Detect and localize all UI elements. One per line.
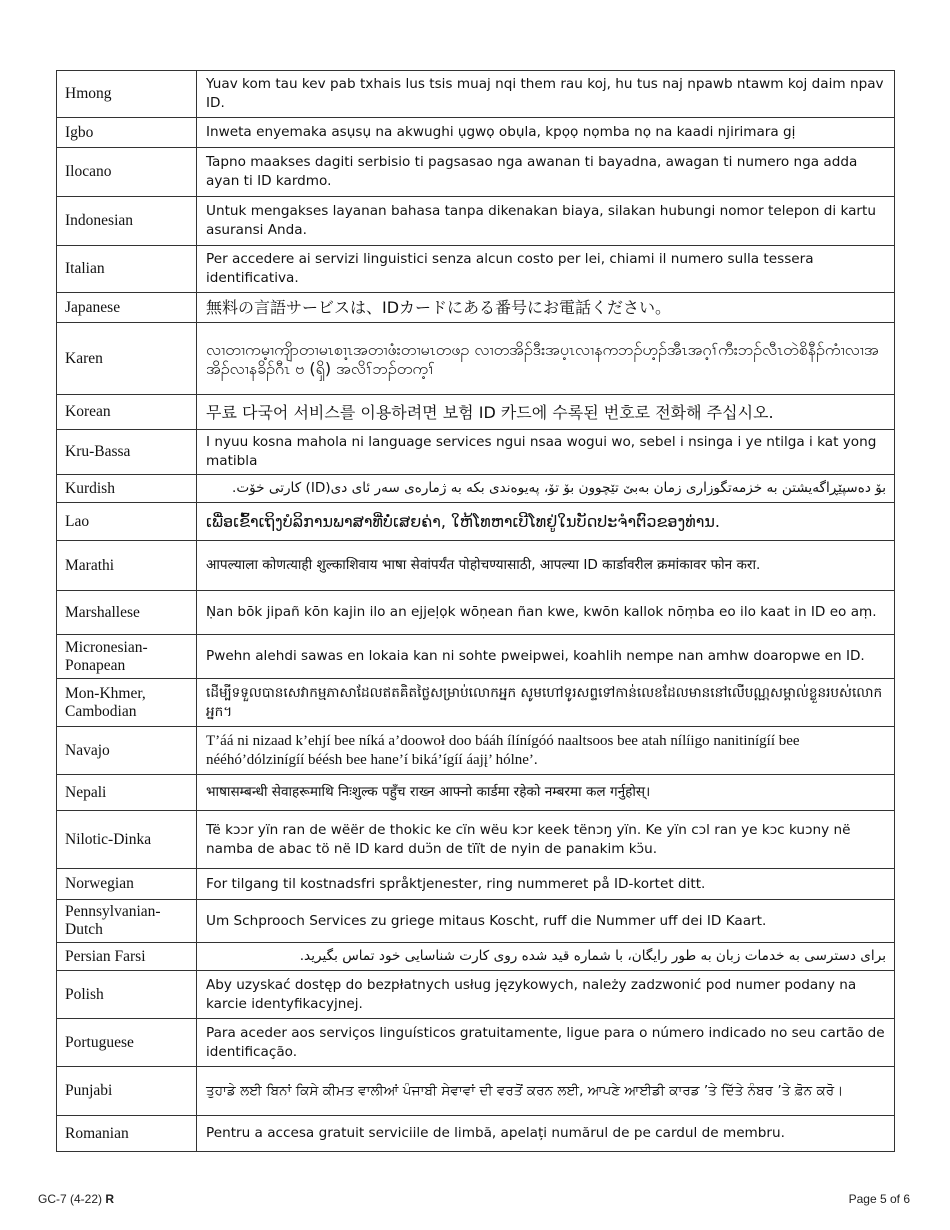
- table-row: [57, 591, 895, 635]
- table-row: [57, 811, 895, 869]
- language-message: Pentru a accesa gratuit serviciile de limbă, apelați numărul de pe cardul de membru.: [197, 1116, 895, 1152]
- language-name: Korean: [57, 395, 197, 430]
- language-message: T’áá ni nizaad k’ehjí bee níká a’doowoł doo bááh ílínígóó naaltsoos bee atah nílíigo nanitinígíí bee nééhó’dólzinígíí béésh bee hane’í biká’ígíí áajį’ hólne’.: [197, 727, 895, 775]
- language-name: Japanese: [57, 293, 197, 323]
- language-name: Igbo: [57, 118, 197, 148]
- language-name: Norwegian: [57, 869, 197, 900]
- language-message: Um Schprooch Services zu griege mitaus Koscht, ruff die Nummer uff dei ID Kaart.: [197, 900, 895, 943]
- table-row: [57, 246, 895, 293]
- language-message: ਤੁਹਾਡੇ ਲਈ ਬਿਨਾਂ ਕਿਸੇ ਕੀਮਤ ਵਾਲੀਆਂ ਪੰਜਾਬੀ ਸੇਵਾਵਾਂ ਦੀ ਵਰਤੋਂ ਕਰਨ ਲਈ, ਆਪਣੇ ਆਈਡੀ ਕਾਰਡ ’ਤੇ ਦਿੱਤੇ ਨੰਬਰ ’ਤੇ ਫ਼ੋਨ ਕਰੋ।: [197, 1067, 895, 1116]
- table-row: [57, 900, 895, 943]
- table-row: [57, 148, 895, 197]
- language-message: Untuk mengakses layanan bahasa tanpa dikenakan biaya, silakan hubungi nomor telepon di kartu asuransi Anda.: [197, 197, 895, 246]
- language-message: برای دسترسی به خدمات زبان به طور رایگان، با شماره قید شده روی کارت شناسایی خود تماس بگیرید.: [197, 943, 895, 971]
- table-row: [57, 71, 895, 118]
- language-message: ដើម្បីទទួលបានសេវាកម្មភាសាដែលឥតគិតថ្លៃសម្រាប់លោកអ្នក សូមហៅទូរសព្ទទៅកាន់លេខដែលមាននៅលើបណ្ណសម្គាល់ខ្លួនរបស់លោកអ្នក។: [197, 679, 895, 727]
- table-row: [57, 395, 895, 430]
- language-name: Romanian: [57, 1116, 197, 1152]
- table-row: [57, 679, 895, 727]
- table-row: [57, 503, 895, 541]
- table-row: [57, 118, 895, 148]
- table-row: [57, 869, 895, 900]
- language-message: भाषासम्बन्धी सेवाहरूमाथि निःशुल्क पहुँच राख्न आफ्नो कार्डमा रहेको नम्बरमा कल गर्नुहोस्।: [197, 775, 895, 811]
- table-row: [57, 430, 895, 475]
- table-row: [57, 1019, 895, 1067]
- language-message: Per accedere ai servizi linguistici senza alcun costo per lei, chiami il numero sulla tessera identificativa.: [197, 246, 895, 293]
- language-name: Mon-Khmer, Cambodian: [57, 679, 197, 727]
- form-revision-mark: R: [105, 1192, 115, 1206]
- language-message: 무료 다국어 서비스를 이용하려면 보험 ID 카드에 수록된 번호로 전화해 주십시오.: [197, 395, 895, 430]
- language-message: आपल्याला कोणत्याही शुल्काशिवाय भाषा सेवांपर्यंत पोहोचण्यासाठी, आपल्या ID कार्डावरील क्रमांकावर फोन करा.: [197, 541, 895, 591]
- page-number: Page 5 of 6: [848, 1192, 910, 1206]
- language-message: ເພື່ອເຂົ້າເຖິງບໍລິການພາສາທີ່ບໍ່ເສຍຄ່າ, ໃຫ້ໂທຫາເບີໂທຢູ່ໃນບັດປະຈໍາຕົວຂອງທ່ານ.: [197, 503, 895, 541]
- language-name: Marathi: [57, 541, 197, 591]
- table-row: [57, 197, 895, 246]
- language-message: Të kɔɔr yïn ran de wëër de thokic ke cïn wëu kɔr keek tënɔŋ yïn. Ke yïn cɔl ran ye kɔc kuɔny në namba de abac tö në ID kard duɔ̈n de tïït de nyin de panakim kɔ̈u.: [197, 811, 895, 869]
- language-name: Marshallese: [57, 591, 197, 635]
- language-message: Para aceder aos serviços linguísticos gratuitamente, ligue para o número indicado no seu cartão de identificação.: [197, 1019, 895, 1067]
- language-message: Inweta enyemaka asụsụ na akwughi ụgwọ obụla, kpọọ nọmba nọ na kaadi njirimara gị: [197, 118, 895, 148]
- language-name: Polish: [57, 971, 197, 1019]
- language-message: Tapno maakses dagiti serbisio ti pagsasao nga awanan ti bayadna, awagan ti numero nga adda ayan ti ID kardmo.: [197, 148, 895, 197]
- table-row: [57, 971, 895, 1019]
- table-row: [57, 541, 895, 591]
- language-message: လၢတၢကမ့ၢကျိာတၢမၤစၢ့ၤအတၢဖံးတၢမၤတဖၣ လၢတအိၣ်ဒီးအပ့ၤလၢနကဘၣ်ဟ့ၣ်အီၤအဂ့ၢ်ကီးဘၣ်လီၤတဲစိနီၣ်ကံၢလၢအအိၣ်လၢနခိၣ်ဂီၤ ဗ (ၡိ) အလိၢ်ဘၣ်တက့ၢ်: [197, 323, 895, 395]
- language-message: 無料の言語サービスは、IDカードにある番号にお電話ください。: [197, 293, 895, 323]
- language-message: Pwehn alehdi sawas en lokaia kan ni sohte pweipwei, koahlih nempe nan amhw doaropwe en ID.: [197, 635, 895, 679]
- table-row: [57, 1067, 895, 1116]
- form-id: GC-7 (4-22): [38, 1192, 103, 1206]
- language-name: Kurdish: [57, 475, 197, 503]
- language-message: Ṇan bōk jipañ kōn kajin ilo an ejjeḷọk wōṇean ñan kwe, kwōn kallok nōṃba eo ilo kaat in ID eo aṃ.: [197, 591, 895, 635]
- table-row: [57, 727, 895, 775]
- language-name: Micronesian-Ponapean: [57, 635, 197, 679]
- language-name: Karen: [57, 323, 197, 395]
- language-name: Nilotic-Dinka: [57, 811, 197, 869]
- language-name: Lao: [57, 503, 197, 541]
- table-row: [57, 635, 895, 679]
- language-name: Pennsylvanian-Dutch: [57, 900, 197, 943]
- table-row: [57, 943, 895, 971]
- language-name: Hmong: [57, 71, 197, 118]
- table-row: [57, 775, 895, 811]
- language-name: Portuguese: [57, 1019, 197, 1067]
- language-name: Italian: [57, 246, 197, 293]
- language-message: Yuav kom tau kev pab txhais lus tsis muaj nqi them rau koj, hu tus naj npawb ntawm koj daim npav ID.: [197, 71, 895, 118]
- table-row: [57, 1116, 895, 1152]
- language-message: بۆ دەسپێڕاگەیشتن بە خزمەتگوزاری زمان بەبێ تێچوون بۆ تۆ، پەیوەندی بکە بە ژمارەی سەر ئای دی(ID) کارتی خۆت.: [197, 475, 895, 503]
- language-name: Nepali: [57, 775, 197, 811]
- language-assistance-table: [56, 70, 895, 1152]
- language-name: Punjabi: [57, 1067, 197, 1116]
- language-name: Ilocano: [57, 148, 197, 197]
- form-identifier: [38, 1192, 114, 1206]
- table-row: [57, 475, 895, 503]
- language-message: Aby uzyskać dostęp do bezpłatnych usług językowych, należy zadzwonić pod numer podany na karcie identyfikacyjnej.: [197, 971, 895, 1019]
- table-row: [57, 323, 895, 395]
- language-message: I nyuu kosna mahola ni language services ngui nsaa wogui wo, sebel i nsinga i ye ntilga i kat yong matibla: [197, 430, 895, 475]
- language-name: Persian Farsi: [57, 943, 197, 971]
- language-message: For tilgang til kostnadsfri språktjenester, ring nummeret på ID-kortet ditt.: [197, 869, 895, 900]
- language-name: Indonesian: [57, 197, 197, 246]
- table-row: [57, 293, 895, 323]
- language-name: Kru-Bassa: [57, 430, 197, 475]
- language-name: Navajo: [57, 727, 197, 775]
